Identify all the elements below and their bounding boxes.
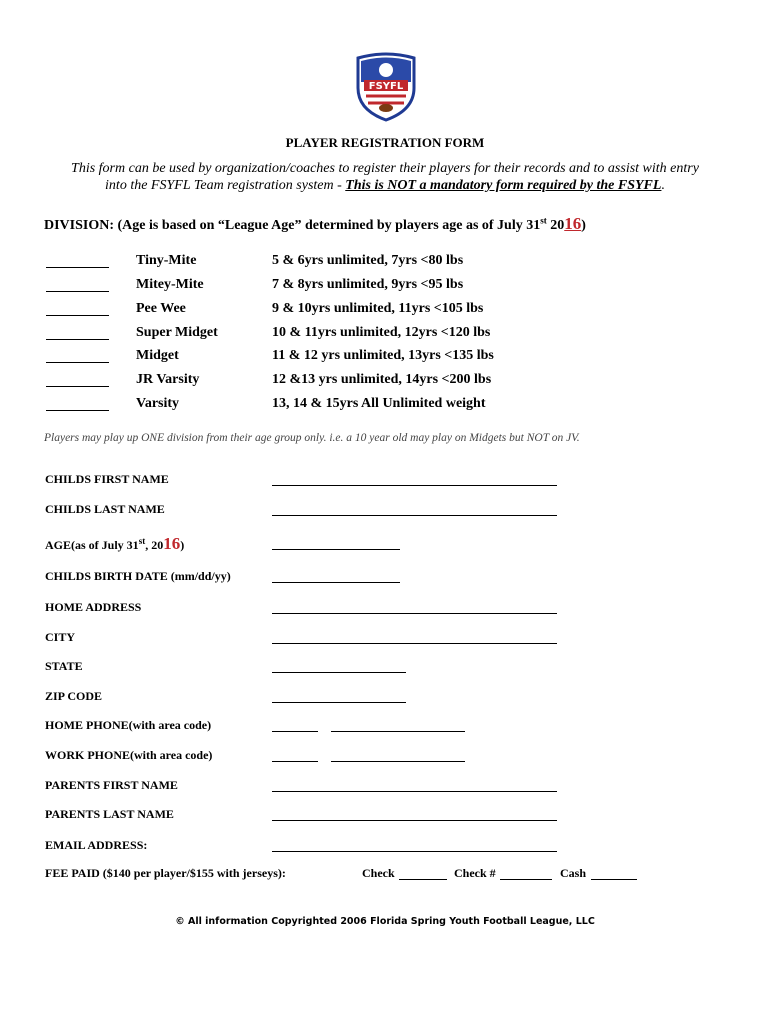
email-input[interactable] [272, 851, 557, 852]
division-heading: DIVISION: (Age is based on “League Age” determined by players age as of July 31st 2016) [44, 214, 586, 233]
division-row-midget: Midget 11 & 12 yrs unlimited, 13yrs <135 lbs [0, 348, 770, 368]
division-check-blank[interactable] [46, 267, 109, 268]
birth-date-input[interactable] [272, 582, 400, 583]
fee-check-number-label: Check # [454, 866, 496, 880]
parents-last-name-input[interactable] [272, 820, 557, 821]
field-childs-first-name: CHILDS FIRST NAME [0, 472, 770, 492]
field-home-address: HOME ADDRESS [0, 600, 770, 620]
field-zip: ZIP CODE [0, 689, 770, 709]
division-check-blank[interactable] [46, 362, 109, 363]
division-note: Players may play up ONE division from their age group only. i.e. a 10 year old may play on Midgets but NOT on JV. [44, 432, 580, 444]
division-check-blank[interactable] [46, 291, 109, 292]
intro-warning: This is NOT a mandatory form required by the FSYFL [345, 178, 662, 193]
division-row-tiny-mite: Tiny-Mite 5 & 6yrs unlimited, 7yrs <80 lbs [0, 253, 770, 273]
fee-cash-input[interactable] [591, 879, 637, 880]
division-check-blank[interactable] [46, 386, 109, 387]
division-check-blank[interactable] [46, 339, 109, 340]
fee-check-number-input[interactable] [500, 879, 552, 880]
childs-last-name-input[interactable] [272, 515, 557, 516]
fsyfl-logo [354, 52, 418, 122]
division-row-jr-varsity: JR Varsity 12 &13 yrs unlimited, 14yrs <200 lbs [0, 372, 770, 392]
division-check-blank[interactable] [46, 410, 109, 411]
field-city: CITY [0, 630, 770, 650]
field-parents-last-name: PARENTS LAST NAME [0, 807, 770, 827]
field-work-phone: WORK PHONE(with area code) [0, 748, 770, 768]
division-check-blank[interactable] [46, 315, 109, 316]
field-childs-last-name: CHILDS LAST NAME [0, 502, 770, 522]
city-input[interactable] [272, 643, 557, 644]
home-phone-number-input[interactable] [331, 731, 465, 732]
home-phone-area-input[interactable] [272, 731, 318, 732]
zip-input[interactable] [272, 702, 406, 703]
field-state: STATE [0, 659, 770, 679]
division-row-pee-wee: Pee Wee 9 & 10yrs unlimited, 11yrs <105 lbs [0, 301, 770, 321]
fee-check-input[interactable] [399, 879, 447, 880]
fee-label: FEE PAID ($140 per player/$155 with jerseys): [45, 866, 286, 880]
state-input[interactable] [272, 672, 406, 673]
work-phone-area-input[interactable] [272, 761, 318, 762]
home-address-input[interactable] [272, 613, 557, 614]
intro-text: This form can be used by organization/coaches to register their players for their records and to assist with entry into the FSYFL Team registration system - This is NOT a mandatory form required by the FSYFL. [71, 161, 699, 193]
copyright-footer: © All information Copyrighted 2006 Florida Spring Youth Football League, LLC [175, 916, 595, 927]
field-age: AGE(as of July 31st, 2016) [0, 534, 770, 554]
field-home-phone: HOME PHONE(with area code) [0, 718, 770, 738]
division-row-varsity: Varsity 13, 14 & 15yrs All Unlimited weight [0, 396, 770, 416]
fee-check-label: Check [362, 866, 395, 880]
division-row-super-midget: Super Midget 10 & 11yrs unlimited, 12yrs <120 lbs [0, 325, 770, 345]
age-input[interactable] [272, 549, 400, 550]
field-email: EMAIL ADDRESS: [0, 838, 770, 858]
division-row-mitey-mite: Mitey-Mite 7 & 8yrs unlimited, 9yrs <95 lbs [0, 277, 770, 297]
field-birth-date: CHILDS BIRTH DATE (mm/dd/yy) [0, 569, 770, 589]
fee-cash-label: Cash [560, 866, 587, 880]
field-parents-first-name: PARENTS FIRST NAME [0, 778, 770, 798]
form-title: PLAYER REGISTRATION FORM [285, 135, 485, 150]
work-phone-number-input[interactable] [331, 761, 465, 762]
childs-first-name-input[interactable] [272, 485, 557, 486]
parents-first-name-input[interactable] [272, 791, 557, 792]
svg-text:FSYFL: FSYFL [368, 81, 404, 92]
